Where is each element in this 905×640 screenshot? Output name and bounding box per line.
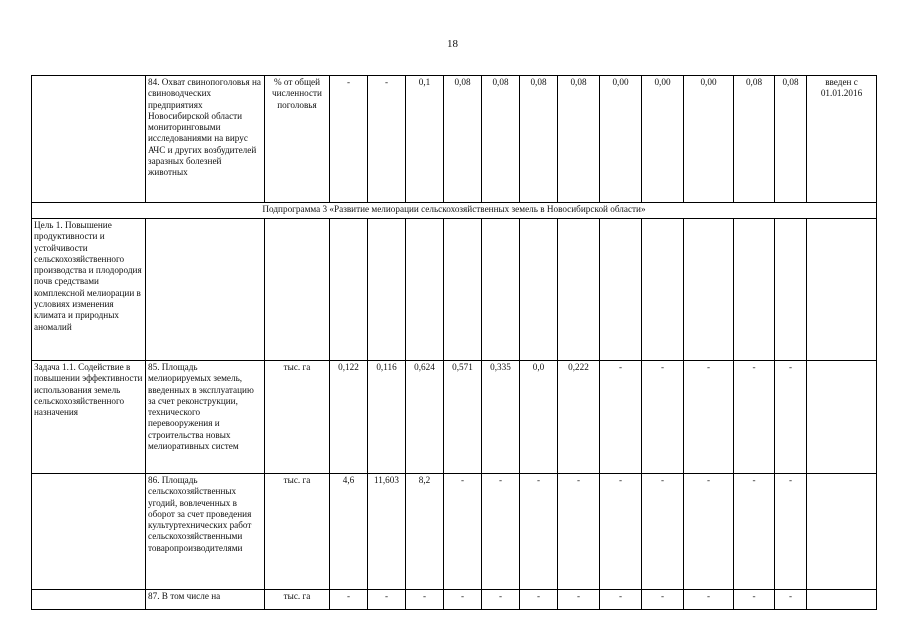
value-cell: - xyxy=(368,76,406,203)
value-cell: 0,1 xyxy=(406,76,444,203)
goal-cell xyxy=(32,590,146,610)
indicator-cell: 84. Охват свинопоголовья на свиноводческих предприятиях Новосибирской области мониторинговыми исследованиями на вирус АЧС и других возбудителей заразных болезней животных xyxy=(146,76,265,203)
value-cell xyxy=(444,219,482,361)
value-cell: - xyxy=(520,590,558,610)
value-cell: 0,0 xyxy=(520,361,558,474)
value-cell: 0,08 xyxy=(558,76,600,203)
value-cell xyxy=(520,219,558,361)
value-cell: 4,6 xyxy=(330,474,368,590)
value-cell: - xyxy=(775,590,807,610)
value-cell: 0,00 xyxy=(642,76,684,203)
value-cell: 11,603 xyxy=(368,474,406,590)
note-cell: введен с 01.01.2016 xyxy=(807,76,877,203)
indicators-table xyxy=(31,75,877,610)
value-cell: - xyxy=(482,590,520,610)
value-cell: - xyxy=(558,474,600,590)
table-row xyxy=(32,76,877,203)
value-cell xyxy=(600,219,642,361)
value-cell: 0,222 xyxy=(558,361,600,474)
value-cell: 0,08 xyxy=(734,76,775,203)
note-cell xyxy=(807,590,877,610)
page-number: 18 xyxy=(447,38,458,50)
value-cell: - xyxy=(444,590,482,610)
unit-cell xyxy=(265,219,330,361)
value-cell: - xyxy=(600,361,642,474)
unit-cell: тыс. га xyxy=(265,361,330,474)
value-cell: - xyxy=(734,590,775,610)
value-cell: - xyxy=(775,474,807,590)
note-cell xyxy=(807,219,877,361)
goal-cell: Цель 1. Повышение продуктивности и устойчивости сельскохозяйственного производства и плодородия почв средствами комплексной мелиорации в условиях изменения климата и природных аномалий xyxy=(32,219,146,361)
value-cell: 8,2 xyxy=(406,474,444,590)
table-row xyxy=(32,590,877,610)
task-cell: Задача 1.1. Содействие в повышении эффективности использования земель сельскохозяйственного назначения xyxy=(32,361,146,474)
value-cell: - xyxy=(734,474,775,590)
value-cell: 0,08 xyxy=(482,76,520,203)
value-cell: - xyxy=(482,474,520,590)
value-cell: - xyxy=(600,474,642,590)
value-cell xyxy=(482,219,520,361)
indicator-cell: 87. В том числе на xyxy=(146,590,265,610)
unit-cell: % от общей численности поголовья xyxy=(265,76,330,203)
value-cell: - xyxy=(684,474,734,590)
value-cell: - xyxy=(734,361,775,474)
indicator-cell: 85. Площадь мелиорируемых земель, введенных в эксплуатацию за счет реконструкции, технического перевооружения и строительства новых мелиоративных систем xyxy=(146,361,265,474)
value-cell: 0,00 xyxy=(600,76,642,203)
indicator-cell: 86. Площадь сельскохозяйственных угодий, вовлеченных в оборот за счет проведения культуртехнических работ сельскохозяйственными товаропроизводителями xyxy=(146,474,265,590)
value-cell: - xyxy=(600,590,642,610)
value-cell: - xyxy=(444,474,482,590)
value-cell: 0,335 xyxy=(482,361,520,474)
unit-cell: тыс. га xyxy=(265,474,330,590)
section-row xyxy=(32,203,877,219)
value-cell: 0,00 xyxy=(684,76,734,203)
value-cell: - xyxy=(330,76,368,203)
value-cell: - xyxy=(330,590,368,610)
value-cell: - xyxy=(558,590,600,610)
indicator-cell xyxy=(146,219,265,361)
value-cell: 0,08 xyxy=(444,76,482,203)
value-cell: - xyxy=(642,361,684,474)
value-cell: 0,122 xyxy=(330,361,368,474)
value-cell xyxy=(368,219,406,361)
value-cell xyxy=(558,219,600,361)
value-cell: - xyxy=(684,361,734,474)
value-cell: - xyxy=(775,361,807,474)
value-cell: 0,571 xyxy=(444,361,482,474)
value-cell: 0,08 xyxy=(520,76,558,203)
value-cell: 0,624 xyxy=(406,361,444,474)
note-cell xyxy=(807,474,877,590)
value-cell xyxy=(406,219,444,361)
unit-cell: тыс. га xyxy=(265,590,330,610)
value-cell: - xyxy=(406,590,444,610)
value-cell xyxy=(330,219,368,361)
table-row xyxy=(32,474,877,590)
value-cell xyxy=(684,219,734,361)
value-cell xyxy=(642,219,684,361)
goal-cell xyxy=(32,474,146,590)
value-cell: - xyxy=(642,590,684,610)
value-cell: - xyxy=(642,474,684,590)
goal-cell xyxy=(32,76,146,203)
value-cell: - xyxy=(684,590,734,610)
value-cell xyxy=(775,219,807,361)
value-cell: - xyxy=(368,590,406,610)
value-cell: - xyxy=(520,474,558,590)
subprogram-title: Подпрограмма 3 «Развитие мелиорации сельскохозяйственных земель в Новосибирской области» xyxy=(32,203,877,219)
value-cell: 0,08 xyxy=(775,76,807,203)
value-cell xyxy=(734,219,775,361)
table-row xyxy=(32,219,877,361)
table-row xyxy=(32,361,877,474)
note-cell xyxy=(807,361,877,474)
value-cell: 0,116 xyxy=(368,361,406,474)
